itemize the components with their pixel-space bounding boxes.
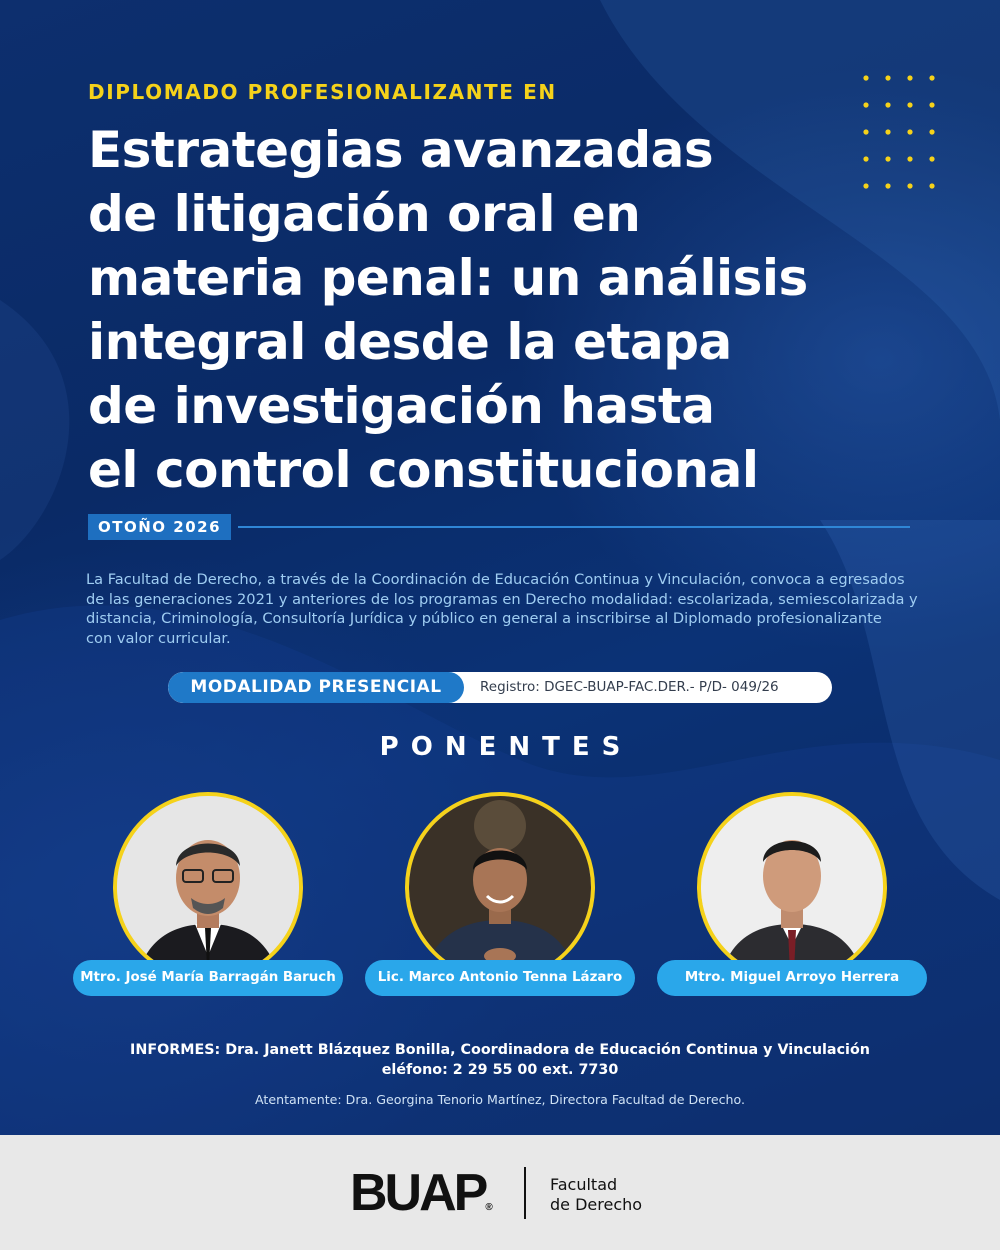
decorative-dot (885, 102, 890, 107)
footer-divider (524, 1167, 526, 1219)
speaker-name: Lic. Marco Antonio Tenna Lázaro (365, 960, 635, 996)
registered-mark: ® (485, 1202, 493, 1213)
decorative-dot (929, 102, 934, 107)
speaker-portrait-illustration (701, 796, 883, 978)
season-divider (238, 526, 910, 528)
decorative-dot (863, 102, 868, 107)
season-badge: OTOÑO 2026 (88, 514, 231, 540)
speaker-photo (113, 792, 303, 982)
speaker-name: Mtro. José María Barragán Baruch (73, 960, 343, 996)
contact-phone: eléfono: 2 29 55 00 ext. 7730 (381, 1062, 619, 1078)
speaker-card (73, 792, 343, 1002)
intro-line: de las generaciones 2021 y anteriores de los programas en Derecho modalidad: escolarizada, semiescolarizada y (86, 590, 918, 608)
program-kicker: DIPLOMADO PROFESIONALIZANTE EN (88, 80, 557, 104)
faculty-line: Facultad (550, 1175, 618, 1194)
title-line: integral desde la etapa (88, 313, 732, 371)
title-line: materia penal: un análisis (88, 249, 808, 307)
decorative-dot (907, 102, 912, 107)
intro-paragraph (86, 570, 916, 648)
speakers-heading: PONENTES (379, 732, 633, 762)
speaker-portrait-illustration (409, 796, 591, 978)
faculty-name (550, 1175, 642, 1215)
speaker-photo (697, 792, 887, 982)
modality-label: MODALIDAD PRESENCIAL (168, 672, 464, 703)
contact-line: INFORMES: Dra. Janett Blázquez Bonilla, Coordinadora de Educación Continua y Vinculación (130, 1042, 870, 1058)
program-title (88, 118, 948, 502)
buap-logo-text: BUAP (350, 1164, 486, 1222)
intro-line: con valor curricular. (86, 629, 231, 647)
title-line: de litigación oral en (88, 185, 641, 243)
speaker-portrait-illustration (117, 796, 299, 978)
speaker-card (365, 792, 635, 1002)
speaker-name: Mtro. Miguel Arroyo Herrera (657, 960, 927, 996)
intro-line: La Facultad de Derecho, a través de la Coordinación de Educación Continua y Vinculación, convoca a egresados (86, 571, 905, 588)
decorative-dot (907, 75, 912, 80)
speaker-card (657, 792, 927, 1002)
decorative-dot (863, 75, 868, 80)
buap-logo (350, 1165, 493, 1236)
footer-bar (0, 1135, 1000, 1250)
season-row (88, 514, 910, 540)
speaker-photo (405, 792, 595, 982)
contact-info (0, 1040, 1000, 1080)
title-line: de investigación hasta (88, 377, 715, 435)
registration-number: Registro: DGEC-BUAP-FAC.DER.- P/D- 049/26 (480, 679, 779, 695)
modality-banner (168, 672, 832, 703)
intro-line: distancia, Criminología, Consultoría Jurídica y público en general a inscribirse al Diplomado profesionalizante (86, 610, 882, 627)
decorative-dot (885, 75, 890, 80)
title-line: Estrategias avanzadas (88, 121, 714, 179)
signature-line: Atentamente: Dra. Georgina Tenorio Martínez, Directora Facultad de Derecho. (255, 1092, 745, 1107)
faculty-line: de Derecho (550, 1195, 643, 1214)
decorative-dot (929, 75, 934, 80)
title-line: el control constitucional (88, 441, 759, 499)
